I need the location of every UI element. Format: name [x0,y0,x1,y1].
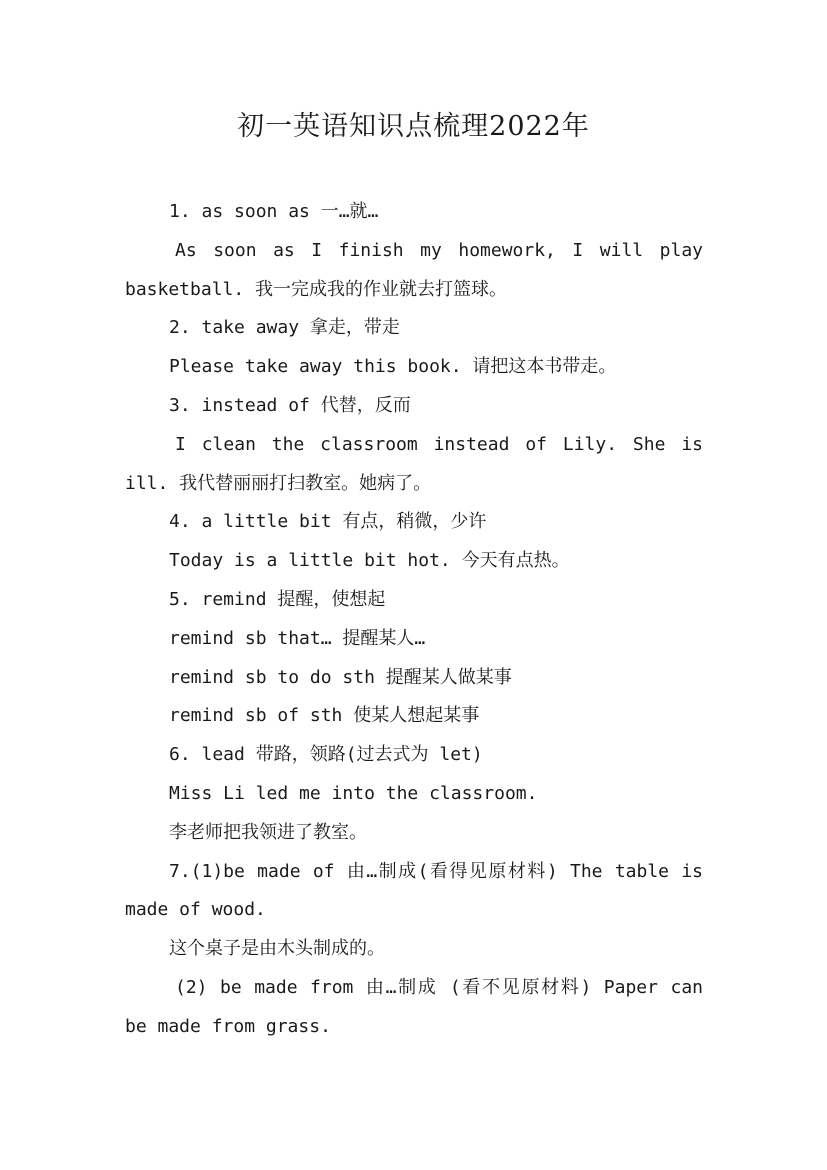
paragraph-12: remind sb of sth 使某人想起某事 [169,705,480,727]
paragraph-13: 6. lead 带路，领路(过去式为 let) [169,744,483,766]
paragraph-4: Please take away this book. 请把这本书带走。 [169,356,617,378]
document-body [125,193,714,1047]
paragraph-6: I clean the classroom instead of Lily. She is ill. 我代替丽丽打扫教室。她病了。 [125,433,714,494]
paragraph-14: Miss Li led me into the classroom. [169,782,538,804]
document-title: 初一英语知识点梳理2022年 [237,111,590,142]
paragraph-9: 5. remind 提醒，使想起 [169,588,386,610]
paragraph-8: Today is a little bit hot. 今天有点热。 [169,550,570,572]
paragraph-5: 3. instead of 代替，反而 [169,394,411,416]
paragraph-1: 1. as soon as 一…就… [169,201,379,222]
paragraph-15: 李老师把我领进了教室。 [169,821,367,843]
paragraph-16: 7.(1)be made of 由…制成(看得见原材料) The table is made of wood. [125,860,714,921]
paragraph-7: 4. a little bit 有点，稍微，少许 [169,511,487,533]
paragraph-18: (2) be made from 由…制成 (看不见原材料) Paper can be made from grass. [125,976,714,1037]
paragraph-10: remind sb that… 提醒某人… [169,627,426,649]
paragraph-11: remind sb to do sth 提醒某人做某事 [169,666,512,688]
paragraph-3: 2. take away 拿走，带走 [169,317,400,339]
paragraph-17: 这个桌子是由木头制成的。 [169,938,385,960]
paragraph-2: As soon as I finish my homework, I will play basketball. 我一完成我的作业就去打篮球。 [125,239,714,300]
